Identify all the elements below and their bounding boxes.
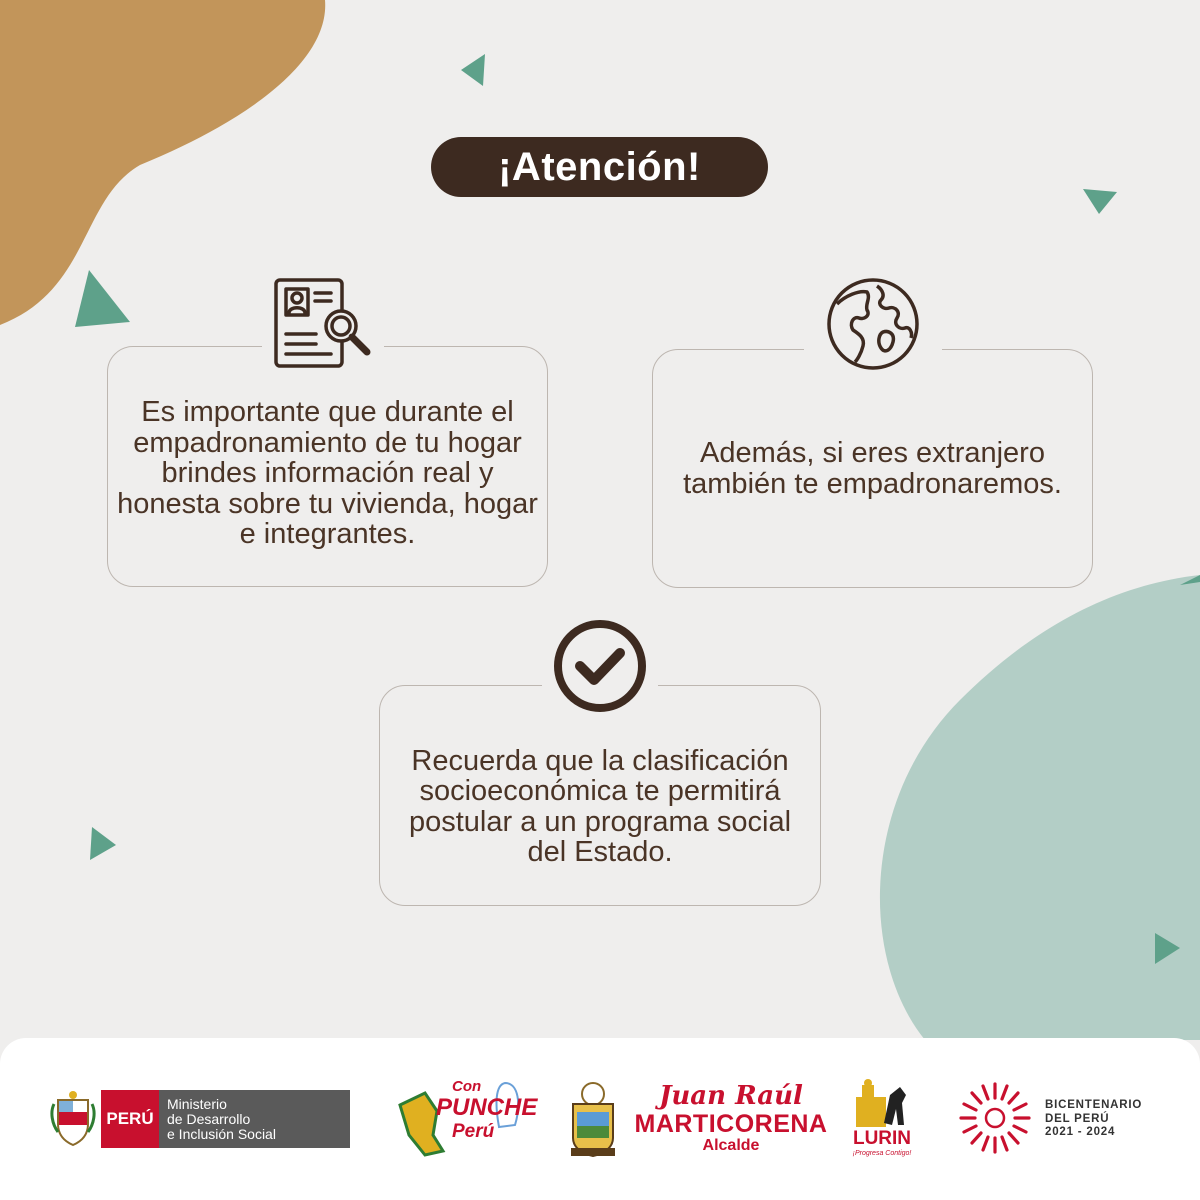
ministry-line: Ministerio bbox=[167, 1095, 227, 1112]
mayor-last-name: MARTICORENA bbox=[634, 1110, 828, 1138]
page-title: ¡Atención! bbox=[431, 137, 768, 197]
punche-peru-text: Perú bbox=[452, 1121, 495, 1142]
triangle-bottom-left bbox=[90, 827, 116, 860]
bicentenario-line: 2021 - 2024 bbox=[1045, 1126, 1116, 1138]
punche-con-text: Con bbox=[452, 1078, 482, 1095]
punche-word: PUNCHE bbox=[436, 1094, 538, 1121]
triangle-top-right bbox=[1083, 189, 1117, 214]
info-card-foreigners bbox=[652, 349, 1093, 588]
card-text: Además, si eres extranjero también te empadronaremos. bbox=[683, 437, 1062, 500]
document-search-icon bbox=[262, 272, 384, 376]
card-text: Recuerda que la clasificación socioeconómica te permitirá postular a un programa social del Estado. bbox=[408, 744, 792, 868]
bicentenario-line: DEL PERÚ bbox=[1045, 1112, 1110, 1125]
card-text: Es importante que durante el empadronamiento de tu hogar brindes información real y honesta sobre tu vivienda, hogar e integrantes. bbox=[117, 396, 538, 551]
lurin-municipal-shield-icon bbox=[567, 1082, 619, 1160]
bicentenario-text bbox=[1045, 1099, 1142, 1140]
peru-label: PERÚ bbox=[101, 1090, 159, 1148]
bicentenario-sunburst-icon bbox=[957, 1080, 1033, 1156]
ministry-name bbox=[159, 1090, 350, 1148]
check-circle-icon bbox=[542, 612, 658, 720]
mayor-first-name: Juan Raúl bbox=[659, 1081, 803, 1111]
ministry-line: de Desarrollo bbox=[167, 1110, 251, 1127]
info-card-honesty bbox=[107, 346, 548, 587]
peru-coat-of-arms-icon bbox=[50, 1090, 96, 1148]
lurin-word: LURIN bbox=[852, 1128, 912, 1149]
teal-blob bbox=[880, 575, 1200, 1040]
bicentenario-line: BICENTENARIO bbox=[1045, 1099, 1143, 1111]
mayor-role: Alcalde bbox=[702, 1137, 760, 1154]
triangle-left bbox=[75, 270, 130, 327]
ministry-line: e Inclusión Social bbox=[167, 1125, 276, 1142]
globe-icon bbox=[804, 272, 942, 376]
triangle-top-center bbox=[461, 54, 485, 86]
lurin-slogan: ¡Progresa Contigo! bbox=[852, 1150, 912, 1157]
mayor-signature bbox=[630, 1082, 832, 1154]
